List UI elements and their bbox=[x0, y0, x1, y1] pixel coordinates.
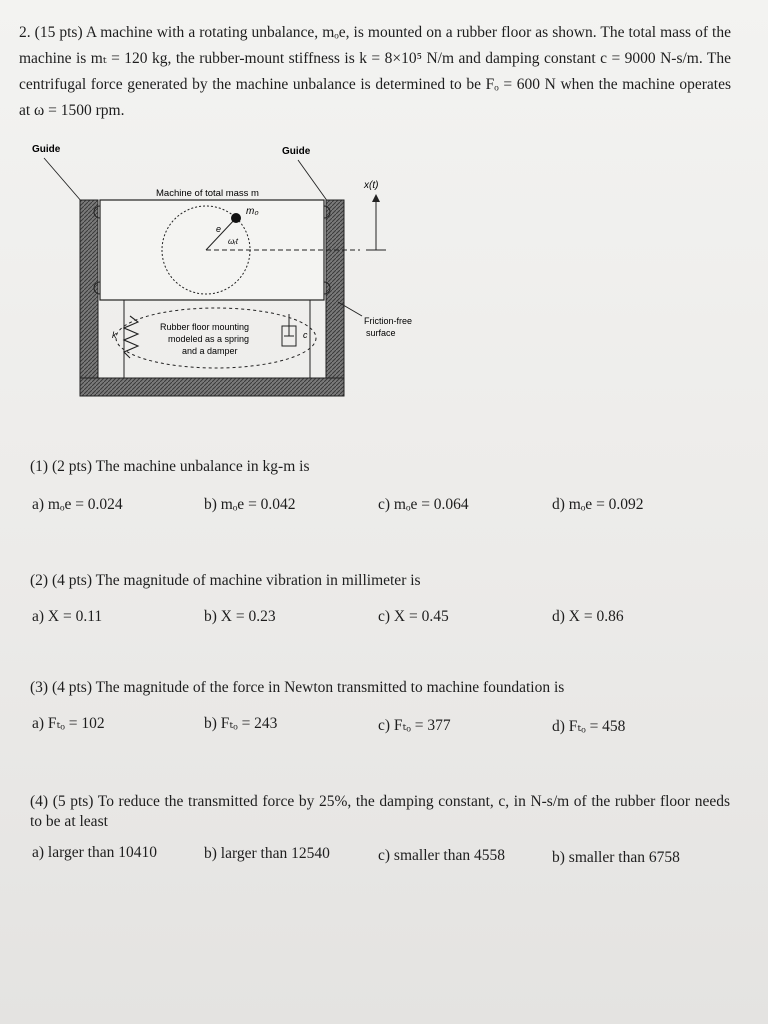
question-1-option-a[interactable]: a) mₒe = 0.024 bbox=[32, 496, 123, 513]
question-3-option-b[interactable]: b) Fₜₒ = 243 bbox=[204, 715, 278, 732]
mount-label-1: Rubber floor mounting bbox=[160, 322, 250, 332]
foundation-left-wall bbox=[80, 200, 98, 396]
question-3-option-a[interactable]: a) Fₜₒ = 102 bbox=[32, 715, 105, 732]
foundation-base bbox=[80, 378, 344, 396]
question-4-option-d[interactable]: b) smaller than 6758 bbox=[552, 849, 680, 866]
guide-left-arrow bbox=[44, 158, 82, 202]
spring-label: k bbox=[112, 330, 117, 340]
friction-label-2: surface bbox=[366, 328, 396, 338]
guide-left-label: Guide bbox=[32, 144, 61, 155]
friction-label-1: Friction-free bbox=[364, 316, 413, 326]
displacement-label: x(t) bbox=[364, 180, 379, 191]
question-2-title: (2) (4 pts) The magnitude of machine vibration in millimeter is bbox=[30, 572, 421, 589]
question-1-title: (1) (2 pts) The machine unbalance in kg-m is bbox=[30, 458, 310, 475]
machine-diagram bbox=[20, 138, 440, 418]
question-3-option-c[interactable]: c) Fₜₒ = 377 bbox=[378, 717, 451, 734]
problem-text: A machine with a rotating unbalance, mₒe, is mounted on a rubber floor as shown. The total mass of the machine is mₜ = 120 kg, the rubber-mount stiffness is k = 8×10⁵ N/m and damping constant c = 9000 N-s/m. The centrifugal force generated by the machine unbalance is determined to be Fₒ = 600 N when the machine operates at ω = 1500 rpm. bbox=[19, 24, 731, 119]
guide-right-arrow bbox=[298, 160, 328, 202]
eccentricity-label: e bbox=[216, 224, 222, 234]
question-3-title: (3) (4 pts) The magnitude of the force in Newton transmitted to machine foundation is bbox=[30, 679, 565, 696]
omega-label: ωᵣt bbox=[228, 237, 238, 246]
question-4-option-c[interactable]: c) smaller than 4558 bbox=[378, 847, 505, 864]
question-4-title: (4) (5 pts) To reduce the transmitted force by 25%, the damping constant, c, in N-s/m of the rubber floor needs to be at least bbox=[30, 793, 730, 830]
question-1-option-b[interactable]: b) mₒe = 0.042 bbox=[204, 496, 296, 513]
guide-right-label: Guide bbox=[282, 146, 311, 157]
problem-points: (15 pts) bbox=[34, 24, 83, 41]
machine-label: Machine of total mass m bbox=[156, 188, 259, 199]
problem-number: 2. bbox=[19, 24, 31, 41]
unbalance-mass bbox=[231, 213, 241, 223]
question-2-option-d[interactable]: d) X = 0.86 bbox=[552, 608, 624, 625]
question-2-option-a[interactable]: a) X = 0.11 bbox=[32, 608, 103, 625]
mount-label-3: and a damper bbox=[182, 346, 238, 356]
question-4-option-a[interactable]: a) larger than 10410 bbox=[32, 844, 157, 861]
question-2-option-c[interactable]: c) X = 0.45 bbox=[378, 608, 449, 625]
mass-label: m₀ bbox=[246, 206, 259, 217]
damper-label: c bbox=[303, 330, 308, 340]
question-2-option-b[interactable]: b) X = 0.23 bbox=[204, 608, 276, 625]
question-3-option-d[interactable]: d) Fₜₒ = 458 bbox=[552, 718, 626, 735]
question-4-option-b[interactable]: b) larger than 12540 bbox=[204, 845, 330, 862]
question-1-option-d[interactable]: d) mₒe = 0.092 bbox=[552, 496, 644, 513]
question-1-option-c[interactable]: c) mₒe = 0.064 bbox=[378, 496, 469, 513]
foundation-right-wall bbox=[326, 200, 344, 396]
mount-label-2: modeled as a spring bbox=[168, 334, 250, 344]
problem-statement bbox=[19, 20, 731, 124]
